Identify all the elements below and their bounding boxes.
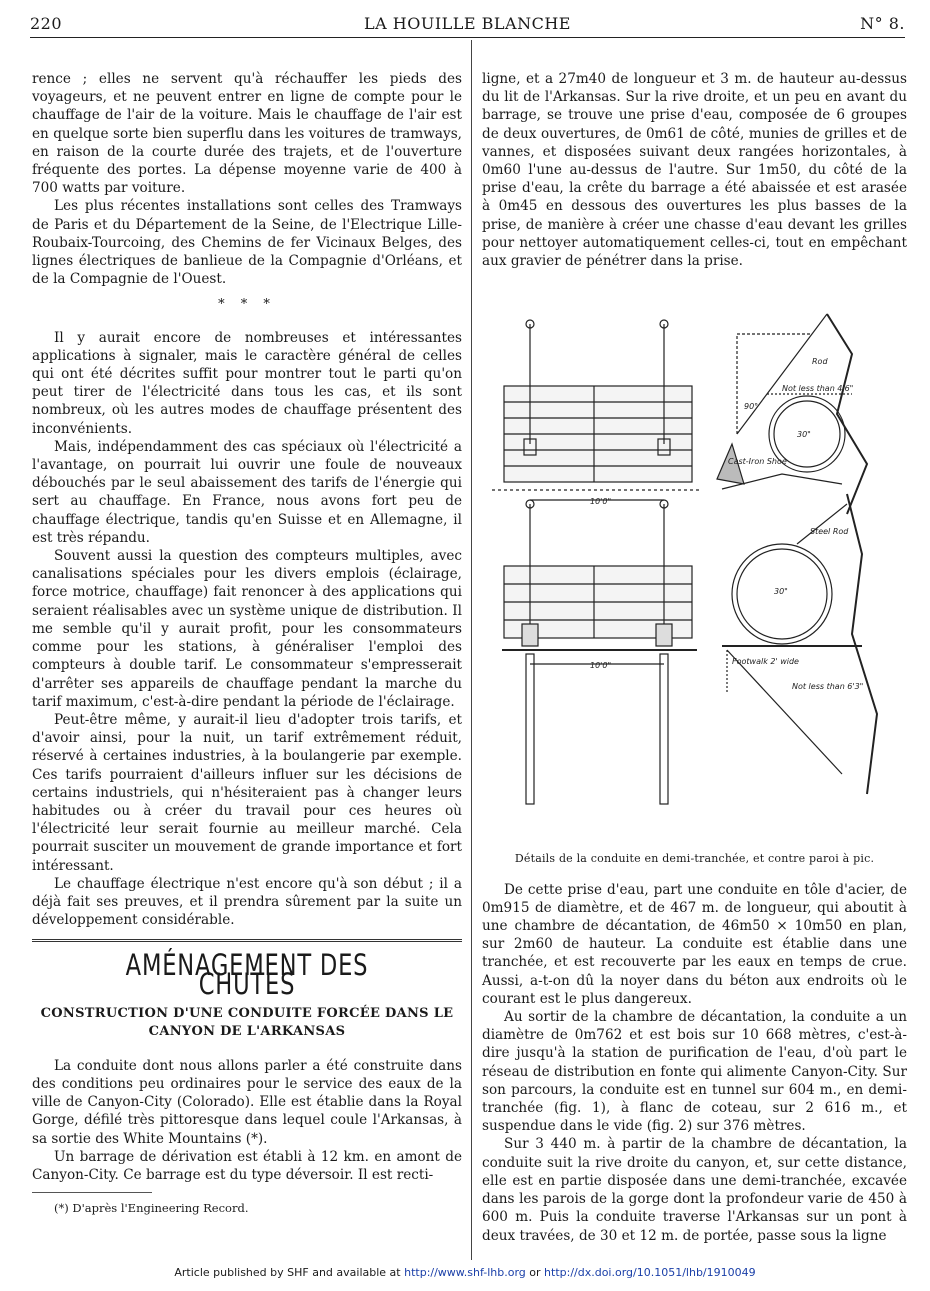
paragraph: rence ; elles ne servent qu'à réchauffer les pieds des voyageurs, et ne peuvent entrer en ligne de compte pour le chauffage de l'air de la voiture. Mais le chauffage de l'air est en quelque sorte bien superflu dans les voitures de tramways, en raison de la courte durée des trajets, et de l'ouverture fréquente des portes. La dépense moyenne varie de 400 à 700 watts par voiture. bbox=[32, 71, 462, 197]
footer-middle: or bbox=[525, 1266, 545, 1279]
figure-label: Not less than 6'3" bbox=[792, 682, 864, 692]
paragraph: Le chauffage électrique n'est encore qu'à son début ; il a déjà fait ses preuves, et il prendra sûrement par la suite un développement considérable. bbox=[32, 875, 462, 929]
section-title: AMÉNAGEMENT DES CHUTES bbox=[125, 948, 369, 1001]
section-rule bbox=[32, 939, 462, 942]
figure-label: Steel Rod bbox=[810, 527, 849, 537]
journal-title: LA HOUILLE BLANCHE bbox=[364, 14, 571, 33]
conduit-figure bbox=[482, 294, 907, 839]
issue-number: N° 8. bbox=[860, 14, 905, 33]
figure-label: 30" bbox=[797, 430, 811, 440]
paragraph: Un barrage de dérivation est établi à 12 km. en amont de Canyon-City. Ce barrage est du type déversoir. Il est recti- bbox=[32, 1148, 462, 1183]
page-number: 220 bbox=[30, 14, 63, 33]
figure-label: 10'0" bbox=[590, 661, 612, 671]
header-rule bbox=[30, 37, 905, 38]
section-stars: * * * bbox=[218, 297, 276, 313]
elevation-bottom bbox=[502, 500, 697, 804]
footer-link-shf[interactable]: http://www.shf-lhb.org bbox=[404, 1266, 526, 1279]
paragraph: De cette prise d'eau, part une conduite en tôle d'acier, de 0m915 de diamètre, et de 467 m. de longueur, qui aboutit à une chambre de décantation, de 46m50 × 10m50 en plan, sur 2m60 de hauteur. La conduite est établie dans une tranchée, et est recouverte par les eaux en temps de crue. Aussi, a-t-on dû la noyer dans du béton aux endroits où le courant est le plus dangereux. bbox=[482, 881, 907, 1007]
article-title: CONSTRUCTION D'UNE CONDUITE FORCÉE DANS LE CANYON DE L'ARKANSAS bbox=[40, 1005, 454, 1039]
footnote-rule bbox=[32, 1192, 152, 1193]
right-column bbox=[482, 70, 907, 1245]
footer-link-doi[interactable]: http://dx.doi.org/10.1051/lhb/1910049 bbox=[544, 1266, 756, 1279]
left-column bbox=[32, 70, 462, 1217]
figure-label: 90° bbox=[744, 402, 759, 412]
figure-label: Footwalk 2' wide bbox=[732, 657, 799, 667]
paragraph: Les plus récentes installations sont celles des Tramways de Paris et du Département de la Seine, de l'Electrique Lille-Roubaix-Tourcoing, des Chemins de fer Vicinaux Belges, des lignes électriques de banlieue de la Compagnie d'Orléans, et de la Compagnie de l'Ouest. bbox=[32, 198, 462, 288]
figure-label: Not less than 4'6" bbox=[782, 384, 854, 394]
paragraph: Il y aurait encore de nombreuses et intéressantes applications à signaler, mais le caractère général de celles qui ont été décrites suffit pour montrer tout le parti qu'on peut tirer de l'électricité dans tous les cas, et ils sont nombreux, où les autres modes de chauffage présentent des inconvénients. bbox=[32, 329, 462, 437]
paragraph: Mais, indépendamment des cas spéciaux où l'électricité a l'avantage, on pourrait lui ouvrir une foule de nouveaux débouchés par le seul abaissement des tarifs de l'énergie qui sert au chauffage. En France, nous avons fort peu de chauffage électrique, tandis qu'en Suisse et en Allemagne, il est très répandu. bbox=[32, 438, 462, 546]
paragraph: Au sortir de la chambre de décantation, la conduite a un diamètre de 0m762 et est bois sur 10 668 mètres, c'est-à-dire jusqu'à la station de purification de l'eau, d'où part le réseau de distribution en fonte qui alimente Canyon-City. Sur son parcours, la conduite est en tunnel sur 604 m., en demi-tranchée (fig. 1), à flanc de coteau, sur 2 616 m., et suspendue dans le vide (fig. 2) sur 376 mètres. bbox=[482, 1009, 907, 1135]
column-divider bbox=[471, 40, 472, 1260]
figure-label: 10'0" bbox=[590, 497, 612, 507]
footnote: (*) D'après l'Engineering Record. bbox=[54, 1201, 249, 1216]
figure-caption: Détails de la conduite en demi-tranchée, et contre paroi à pic. bbox=[514, 852, 875, 866]
footer-prefix: Article published by SHF and available at bbox=[174, 1266, 405, 1279]
paragraph: Peut-être même, y aurait-il lieu d'adopter trois tarifs, et d'avoir ainsi, pour la nuit, un tarif extrêmement réduit, réservé à certaines industries, à la boulangerie par exemple. Ces tarifs pourraient d'ailleurs influer sur les décisions de certains industriels, qui n'hésiteraient pas à changer leurs habitudes ou à créer du travail pour ces heures où l'électricité leur serait fournie au meilleur marché. Cela pourrait susciter un mouvement de grande importance et fort intéressant. bbox=[32, 711, 462, 874]
paragraph: La conduite dont nous allons parler a été construite dans des conditions peu ordinaires pour le service des eaux de la ville de Canyon-City (Colorado). Elle est établie dans la Royal Gorge, défilé très pittoresque dans lequel coule l'Arkansas, à sa sortie des White Mountains (*). bbox=[32, 1057, 462, 1147]
paragraph: ligne, et a 27m40 de longueur et 3 m. de hauteur au-dessus du lit de l'Arkansas. Sur la rive droite, et un peu en avant du barrage, se trouve une prise d'eau, composée de 6 groupes de deux ouvertures, de 0m61 de côté, munies de grilles et de vannes, et disposées suivant deux rangées horizontales, à 0m60 l'une au-dessus de l'autre. Sur 1m50, du côté de la prise d'eau, la crête du barrage a été abaissée et est arasée à 0m45 en dessous des ouvertures les plus basses de la prise, de manière à créer une chasse d'eau devant les grilles pour nettoyer automatiquement celles-ci, tout en empêchant aux gravier de pénétrer dans la prise. bbox=[482, 71, 907, 270]
paragraph: Souvent aussi la question des compteurs multiples, avec canalisations spéciales pour les divers emplois (éclairage, force motrice, chauffage) fait renoncer à des applications qui seraient réalisables avec un système unique de distribution. Il me semble qu'il y aurait profit, pour les consommateurs comme pour les stations, à généraliser l'emploi des compteurs à double tarif. Le consommateur s'empresserait d'arrêter ses appareils de chauffage pendant la marche du tarif maximum, c'est-à-dire pendant la période de l'éclairage. bbox=[32, 548, 462, 710]
publication-footer bbox=[0, 1266, 930, 1279]
elevation-top bbox=[492, 320, 702, 500]
figure-label: Cast-Iron Shoe bbox=[728, 457, 787, 467]
running-header bbox=[30, 14, 905, 38]
figure-label: Rod bbox=[812, 357, 828, 367]
section-top bbox=[717, 314, 867, 514]
paragraph: Sur 3 440 m. à partir de la chambre de décantation, la conduite suit la rive droite du canyon, et, sur cette distance, elle est en partie disposée dans une demi-tranchée, excavée dans les parois de la gorge dont la profondeur varie de 450 à 600 m. Puis la conduite traverse l'Arkansas sur un pont à deux travées, de 30 et 12 m. de portée, passe sous la ligne bbox=[482, 1136, 907, 1244]
section-bottom bbox=[722, 494, 877, 794]
figure-label: 30" bbox=[774, 587, 788, 597]
